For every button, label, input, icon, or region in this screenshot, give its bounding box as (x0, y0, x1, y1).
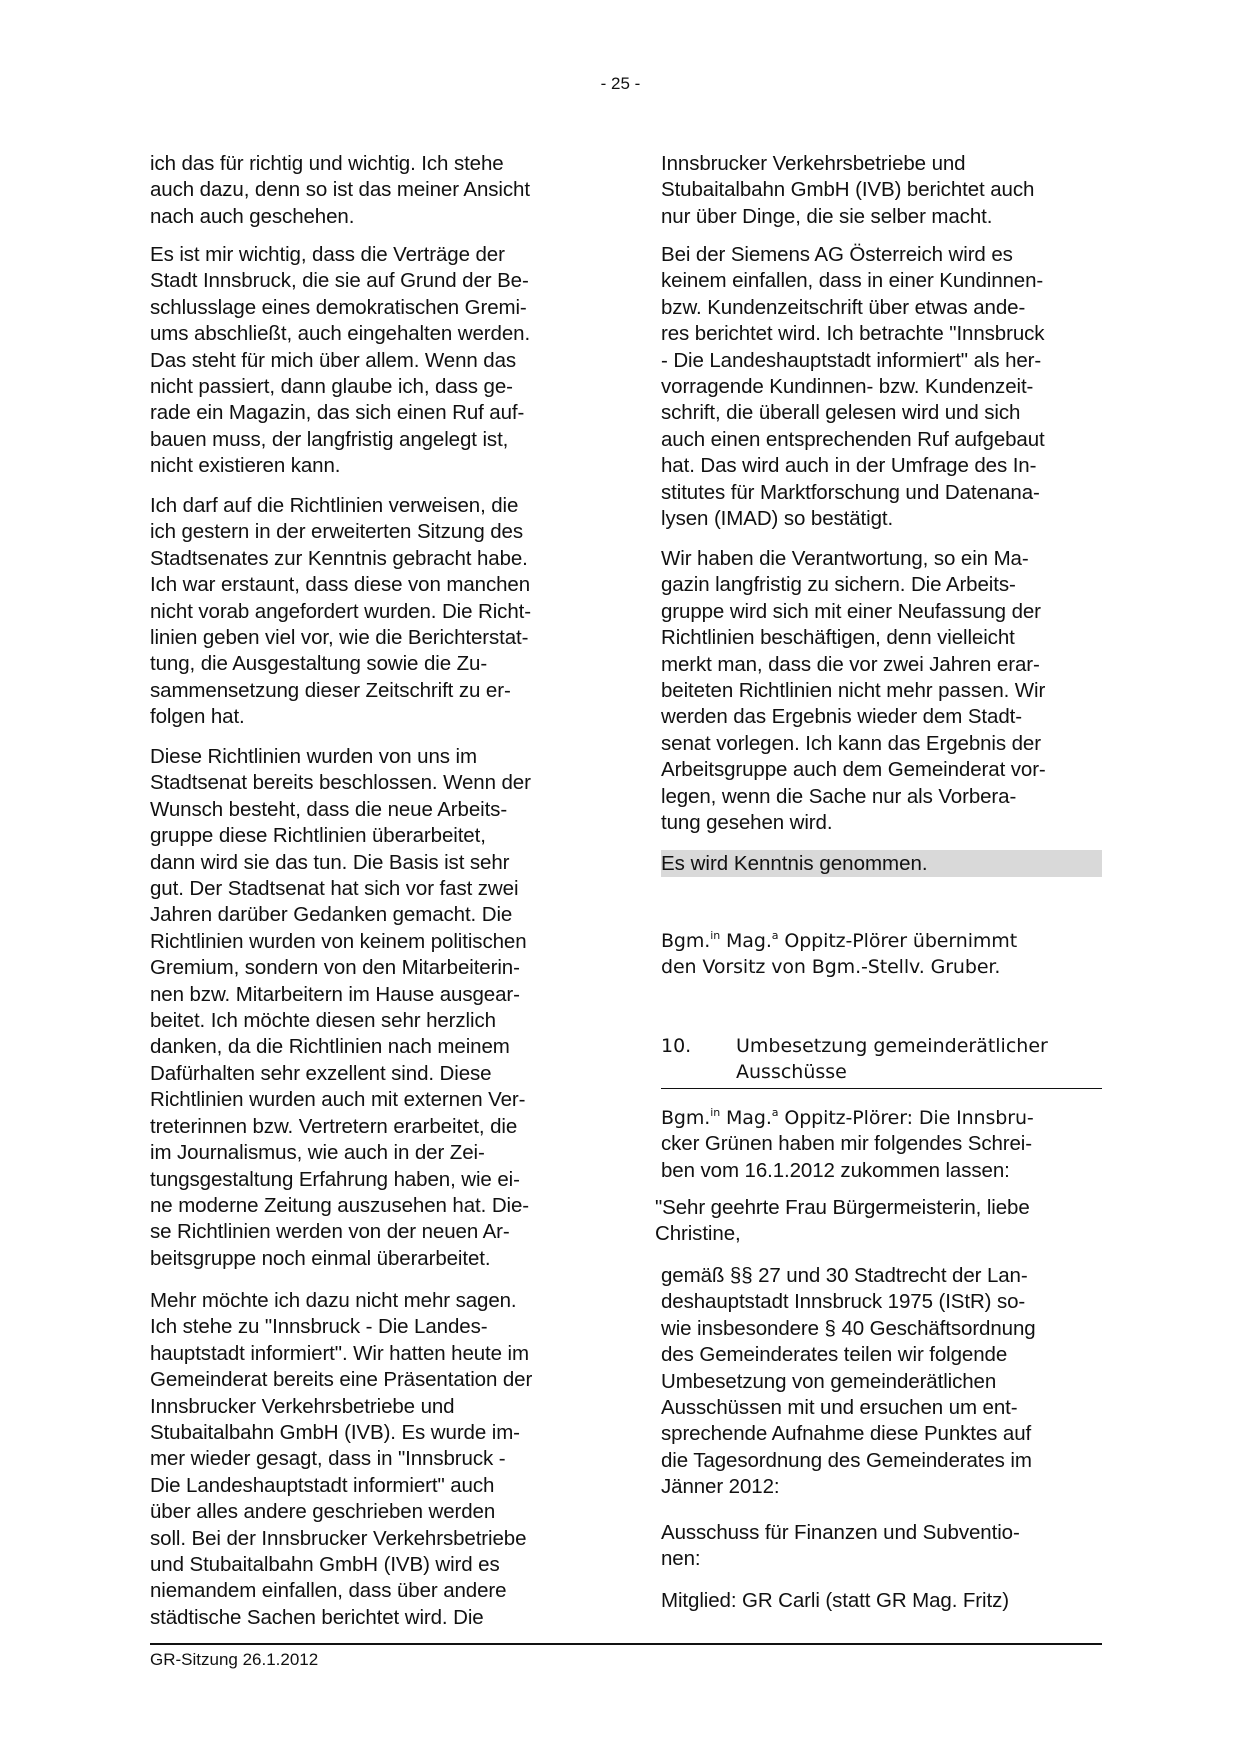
agenda-item-number: 10. (661, 1035, 692, 1057)
text-line: tung gesehen wird. (661, 811, 833, 835)
text-line: res berichtet wird. Ich betrachte "Innsbruck (661, 322, 1045, 346)
heading-rule (661, 1088, 1102, 1089)
text-line: vorragende Kundinnen- bzw. Kundenzeit- (661, 375, 1034, 399)
text: Bgm. (661, 1107, 711, 1129)
text-line: schlusslage eines demokratischen Gremi- (150, 295, 527, 319)
paragraph (661, 151, 1034, 230)
text-line: Die Landeshauptstadt informiert" auch (150, 1473, 495, 1497)
chair-change-paragraph (661, 928, 1017, 981)
text-line: Ich war erstaunt, dass diese von manchen (150, 573, 531, 597)
text-line: städtische Sachen berichtet wird. Die (150, 1605, 484, 1629)
paragraph (655, 1195, 1030, 1248)
text-line: Dafürhalten sehr exzellent sind. Diese (150, 1061, 492, 1085)
text-line: linien geben viel vor, wie die Berichterstat- (150, 626, 529, 650)
text-line: merkt man, dass die vor zwei Jahren erar- (661, 652, 1040, 676)
text-line: Stubaitalbahn GmbH (IVB). Es wurde im- (150, 1421, 520, 1445)
text-line: auch einen entsprechenden Ruf aufgebaut (661, 427, 1045, 451)
text-line: den Vorsitz von Bgm.-Stellv. Gruber. (661, 956, 1001, 979)
text-line: nach auch geschehen. (150, 204, 355, 228)
text-line: die Tagesordnung des Gemeinderates im (661, 1448, 1032, 1472)
text-line: Ich stehe zu "Innsbruck - Die Landes- (150, 1315, 488, 1339)
text-line: Stadt Innsbruck, die sie auf Grund der Be- (150, 269, 529, 293)
paragraph (150, 151, 530, 230)
text-line: nicht vorab angefordert wurden. Die Richt- (150, 599, 531, 623)
text-line: "Sehr geehrte Frau Bürgermeisterin, liebe (655, 1196, 1030, 1219)
text-line: ums abschließt, auch eingehalten werden. (150, 322, 531, 346)
agenda-item-title: Ausschüsse (736, 1061, 847, 1084)
text-line: Ausschüssen mit und ersuchen um ent- (661, 1396, 1018, 1420)
text-line: Bei der Siemens AG Österreich wird es (661, 243, 1013, 266)
text-line: dann wird sie das tun. Die Basis ist sehr (150, 850, 510, 874)
text-line: beiteten Richtlinien nicht mehr passen. Wir (661, 679, 1046, 703)
paragraph (150, 242, 530, 480)
text: Mag. (720, 930, 772, 952)
text-line: gruppe wird sich mit einer Neufassung der (661, 599, 1041, 623)
text-line: sammensetzung dieser Zeitschrift zu er- (150, 678, 511, 702)
text: Oppitz-Plörer: Die Innsbru- (778, 1107, 1034, 1129)
text-line: Das steht für mich über allem. Wenn das (150, 348, 517, 372)
text-line: ben vom 16.1.2012 zukommen lassen: (661, 1158, 1010, 1182)
text-line: gemäß §§ 27 und 30 Stadtrecht der Lan- (661, 1264, 1028, 1287)
text-line: Mitglied: GR Carli (statt GR Mag. Fritz) (661, 1589, 1009, 1612)
text-line: Innsbrucker Verkehrsbetriebe und (661, 152, 966, 175)
text-line: Stubaitalbahn GmbH (IVB) berichtet auch (661, 178, 1035, 202)
text-line: folgen hat. (150, 705, 245, 729)
text-line: auch dazu, denn so ist das meiner Ansicht (150, 178, 530, 202)
superscript: a (771, 929, 779, 942)
text-line: keinem einfallen, dass in einer Kundinnen- (661, 269, 1044, 293)
text-line: nicht passiert, dann glaube ich, dass ge- (150, 375, 513, 399)
text-line: niemandem einfallen, dass über andere (150, 1579, 507, 1603)
text-line: Gremium, sondern von den Mitarbeiterin- (150, 956, 520, 980)
paragraph (661, 1263, 1036, 1501)
text-line: beitet. Ich möchte diesen sehr herzlich (150, 1009, 496, 1033)
text-line: Diese Richtlinien wurden von uns im (150, 745, 477, 768)
text: Oppitz-Plörer übernimmt (778, 930, 1018, 952)
text-line: Wunsch besteht, dass die neue Arbeits- (150, 797, 508, 821)
text-line: beitsgruppe noch einmal überarbeitet. (150, 1246, 491, 1270)
intro-paragraph (661, 1105, 1034, 1184)
paragraph (150, 744, 531, 1272)
text-line: treterinnen bzw. Vertretern erarbeitet, die (150, 1114, 518, 1138)
paragraph (661, 242, 1045, 532)
text: Mag. (720, 1107, 772, 1129)
paragraph (661, 1520, 1020, 1573)
text-line: danken, da die Richtlinien nach meinem (150, 1035, 510, 1059)
text-line: Innsbrucker Verkehrsbetriebe und (150, 1394, 455, 1418)
text-line: Richtlinien wurden von keinem politischen (150, 929, 527, 953)
text-line: Christine, (655, 1222, 741, 1246)
text-line: gruppe diese Richtlinien überarbeitet, (150, 824, 486, 848)
text-line: Jänner 2012: (661, 1475, 780, 1499)
text-line: des Gemeinderates teilen wir folgende (661, 1343, 1008, 1367)
text-line: nen bzw. Mitarbeitern im Hause ausgear- (150, 982, 520, 1006)
text-line: Umbesetzung von gemeinderätlichen (661, 1369, 997, 1393)
text-line: deshauptstadt Innsbruck 1975 (IStR) so- (661, 1290, 1026, 1314)
paragraph (661, 546, 1046, 836)
text-line: schrift, die überall gelesen wird und sich (661, 401, 1021, 425)
text-line: Ich darf auf die Richtlinien verweisen, die (150, 494, 519, 517)
text-line (661, 928, 1017, 954)
agenda-item-heading (661, 1033, 1102, 1086)
superscript: in (710, 1106, 721, 1119)
paragraph (150, 493, 531, 731)
text-line: und Stubaitalbahn GmbH (IVB) wird es (150, 1553, 500, 1577)
text-line: tungsgestaltung Erfahrung haben, wie ei- (150, 1167, 520, 1191)
text-line: nur über Dinge, die sie selber macht. (661, 204, 993, 228)
paragraph (150, 1288, 532, 1631)
text-line: über alles andere geschrieben werden (150, 1500, 496, 1524)
text-line: nicht existieren kann. (150, 454, 341, 478)
text-line: cker Grünen haben mir folgendes Schrei- (661, 1132, 1032, 1156)
text-line: legen, wenn die Sache nur als Vorbera- (661, 784, 1017, 808)
text-line: bauen muss, der langfristig angelegt ist, (150, 427, 509, 451)
text-line: Gemeinderat bereits eine Präsentation der (150, 1368, 533, 1392)
text-line: - Die Landeshauptstadt informiert" als her- (661, 348, 1042, 372)
footer-rule (150, 1643, 1102, 1645)
text-line: wie insbesondere § 40 Geschäftsordnung (661, 1316, 1036, 1340)
paragraph (661, 1588, 1009, 1614)
text-line: lysen (IMAD) so bestätigt. (661, 507, 894, 531)
text-line: bzw. Kundenzeitschrift über etwas ande- (661, 295, 1026, 319)
text-line: Richtlinien wurden auch mit externen Ver- (150, 1088, 526, 1112)
text-line: se Richtlinien werden von der neuen Ar- (150, 1220, 510, 1244)
text-line: werden das Ergebnis wieder dem Stadt- (661, 705, 1022, 729)
text-line: Stadtsenat bereits beschlossen. Wenn der (150, 771, 531, 795)
text: Bgm. (661, 930, 711, 952)
text-line: nen: (661, 1547, 701, 1571)
agenda-item-title: Umbesetzung gemeinderätlicher (736, 1035, 1048, 1057)
text-line: ich gestern in der erweiterten Sitzung des (150, 520, 523, 544)
superscript: in (710, 929, 721, 942)
text-line: senat vorlegen. Ich kann das Ergebnis der (661, 731, 1041, 755)
text-line: Wir haben die Verantwortung, so ein Ma- (661, 547, 1029, 570)
text-line: Stadtsenates zur Kenntnis gebracht habe. (150, 546, 528, 570)
text-line: im Journalismus, wie auch in der Zei- (150, 1141, 485, 1165)
text-line: mer wieder gesagt, dass in "Innsbruck - (150, 1447, 506, 1471)
text-line: Richtlinien beschäftigen, denn vielleicht (661, 626, 1015, 650)
text-line: ne moderne Zeitung auszusehen hat. Die- (150, 1193, 530, 1217)
text-line: Mehr möchte ich dazu nicht mehr sagen. (150, 1289, 517, 1312)
superscript: a (771, 1106, 779, 1119)
text-line: Arbeitsgruppe auch dem Gemeinderat vor- (661, 758, 1046, 782)
text-line: gut. Der Stadtsenat hat sich vor fast zwei (150, 877, 519, 901)
text-line: stitutes für Marktforschung und Datenana- (661, 480, 1040, 504)
text-line: tung, die Ausgestaltung sowie die Zu- (150, 652, 488, 676)
text-line (661, 1105, 1034, 1131)
text-line: rade ein Magazin, das sich einen Ruf auf- (150, 401, 525, 425)
text-line: hat. Das wird auch in der Umfrage des In- (661, 454, 1037, 478)
footer-text: GR-Sitzung 26.1.2012 (150, 1650, 319, 1669)
page-number: - 25 - (600, 74, 641, 93)
text-line: sprechende Aufnahme diese Punktes auf (661, 1422, 1032, 1446)
text-line: hauptstadt informiert". Wir hatten heute im (150, 1341, 529, 1365)
text-line: Jahren darüber Gedanken gemacht. Die (150, 903, 513, 927)
text-line: soll. Bei der Innsbrucker Verkehrsbetriebe (150, 1526, 527, 1550)
text-line: ich das für richtig und wichtig. Ich stehe (150, 152, 504, 175)
text-line: Ausschuss für Finanzen und Subventio- (661, 1521, 1020, 1544)
resolution-note: Es wird Kenntnis genommen. (661, 850, 1102, 877)
text-line: Es ist mir wichtig, dass die Verträge der (150, 243, 505, 266)
text-line: gazin langfristig zu sichern. Die Arbeits- (661, 573, 1016, 597)
